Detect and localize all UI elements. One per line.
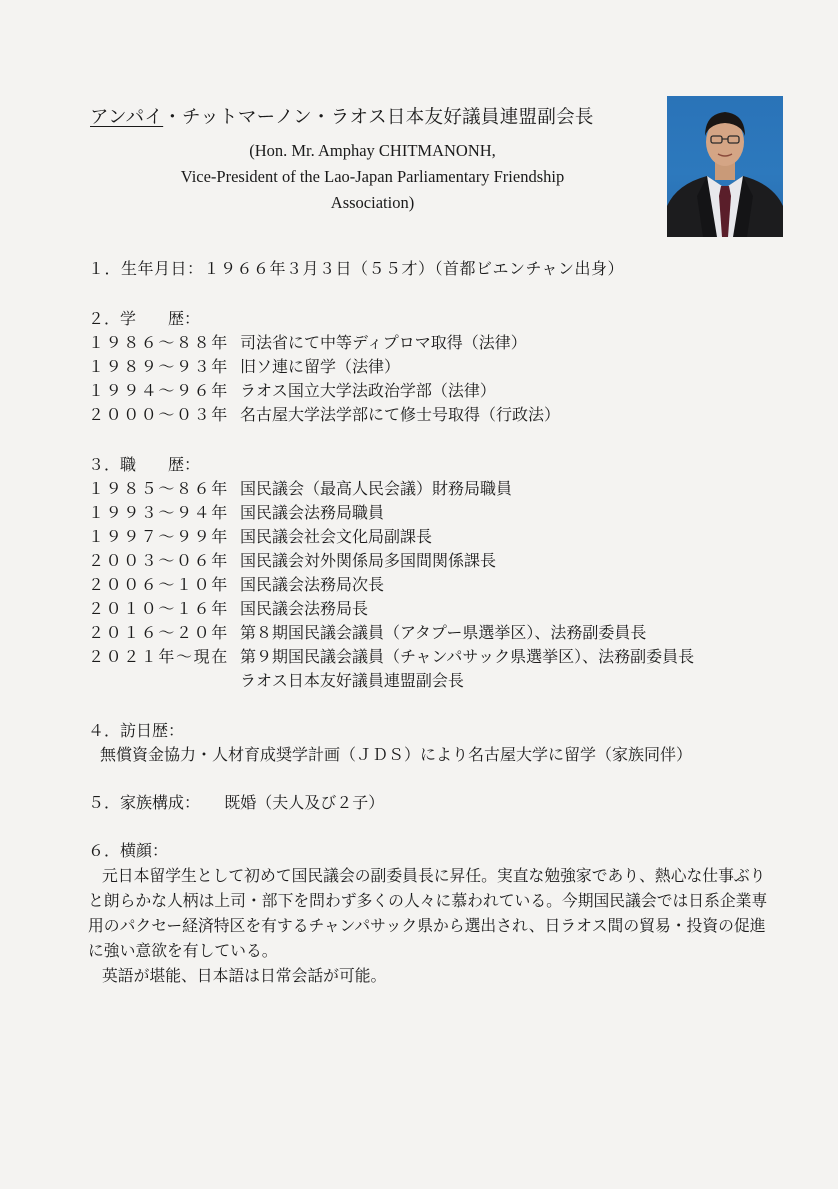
career-item xyxy=(88,622,646,644)
career-item xyxy=(88,526,432,548)
education-years: １９９４～９６年 xyxy=(88,381,229,400)
career-years: ２０１０～１６年 xyxy=(88,599,229,618)
career-item xyxy=(88,478,512,500)
career-desc: 国民議会対外関係局多国間関係課長 xyxy=(240,551,497,570)
page-title xyxy=(90,103,660,129)
title-rest: ・チットマーノン・ラオス日本友好議員連盟副会長 xyxy=(163,107,594,128)
english-title xyxy=(100,138,645,216)
career-heading: ３．職 歴： xyxy=(88,455,201,474)
portrait-photo xyxy=(667,96,783,237)
education-desc: ラオス国立大学法政治学部（法律） xyxy=(240,381,496,400)
visits-text: 無償資金協力・人材育成奨学計画（ＪＤＳ）により名古屋大学に留学（家族同伴） xyxy=(100,745,693,764)
career-continuation: ラオス日本友好議員連盟副会長 xyxy=(240,671,464,690)
career-item xyxy=(88,550,496,572)
education-years: ２０００～０３年 xyxy=(88,405,229,424)
english-line-1: (Hon. Mr. Amphay CHITMANONH, xyxy=(249,141,496,160)
career-desc: 国民議会（最高人民会議）財務局職員 xyxy=(240,479,513,498)
career-years: １９９７～９９年 xyxy=(88,527,229,546)
education-item xyxy=(88,380,496,402)
education-desc: 名古屋大学法学部にて修士号取得（行政法） xyxy=(240,405,561,424)
family-line xyxy=(88,792,384,814)
career-desc: 第８期国民議会議員（アタプー県選挙区）、法務副委員長 xyxy=(240,623,647,642)
portrait-image xyxy=(667,96,783,237)
profile-paragraph-1: 元日本留学生として初めて国民議会の副委員長に昇任。実直な勉強家であり、熱心な仕事ぶりと朗らかな人柄は上司・部下を問わず多くの人々に慕われている。今期国民議会では日系企業専用のパクセー経済特区を有するチャンパサック県から選出され、日ラオス間の貿易・投資の促進に強い意欲を有している。 xyxy=(88,866,768,960)
career-desc: 国民議会法務局長 xyxy=(240,599,369,618)
career-years: １９９３～９４年 xyxy=(88,503,229,522)
education-years: １９８６～８８年 xyxy=(88,333,229,352)
education-item xyxy=(88,332,527,354)
english-line-3: Association) xyxy=(330,193,415,212)
career-item xyxy=(88,502,384,524)
profile-paragraph-2: 英語が堪能、日本語は日常会話が可能。 xyxy=(102,966,387,985)
family-heading: ５．家族構成： xyxy=(88,793,201,812)
title-name: アンパイ xyxy=(90,107,164,128)
career-desc: 国民議会社会文化局副課長 xyxy=(240,527,433,546)
career-years: １９８５～８６年 xyxy=(88,479,229,498)
career-years: ２００６～１０年 xyxy=(88,575,229,594)
career-item xyxy=(88,598,368,620)
career-item xyxy=(88,574,384,596)
education-years: １９８９～９３年 xyxy=(88,357,229,376)
career-desc: 第９期国民議会議員（チャンパサック県選挙区）、法務副委員長 xyxy=(240,647,695,666)
education-item xyxy=(88,404,560,426)
birth-line: １．生年月日：１９６６年３月３日（５５才）（首都ビエンチャン出身） xyxy=(88,259,625,278)
career-years: ２０１６～２０年 xyxy=(88,623,229,642)
career-desc: 国民議会法務局次長 xyxy=(240,575,385,594)
career-years: ２０２１年～現在 xyxy=(88,647,229,666)
education-heading: ２．学 歴： xyxy=(88,309,201,328)
profile-heading: ６．横顔： xyxy=(88,841,169,860)
family-text: 既婚（夫人及び２子） xyxy=(224,793,385,812)
visits-heading: ４．訪日歴： xyxy=(88,721,185,740)
career-item xyxy=(88,646,694,668)
education-item xyxy=(88,356,400,378)
english-line-2: Vice-President of the Lao-Japan Parliamentary Friendship xyxy=(180,167,565,186)
education-desc: 司法省にて中等ディプロマ取得（法律） xyxy=(240,333,527,352)
education-desc: 旧ソ連に留学（法律） xyxy=(240,357,401,376)
career-years: ２００３～０６年 xyxy=(88,551,229,570)
career-desc: 国民議会法務局職員 xyxy=(240,503,385,522)
